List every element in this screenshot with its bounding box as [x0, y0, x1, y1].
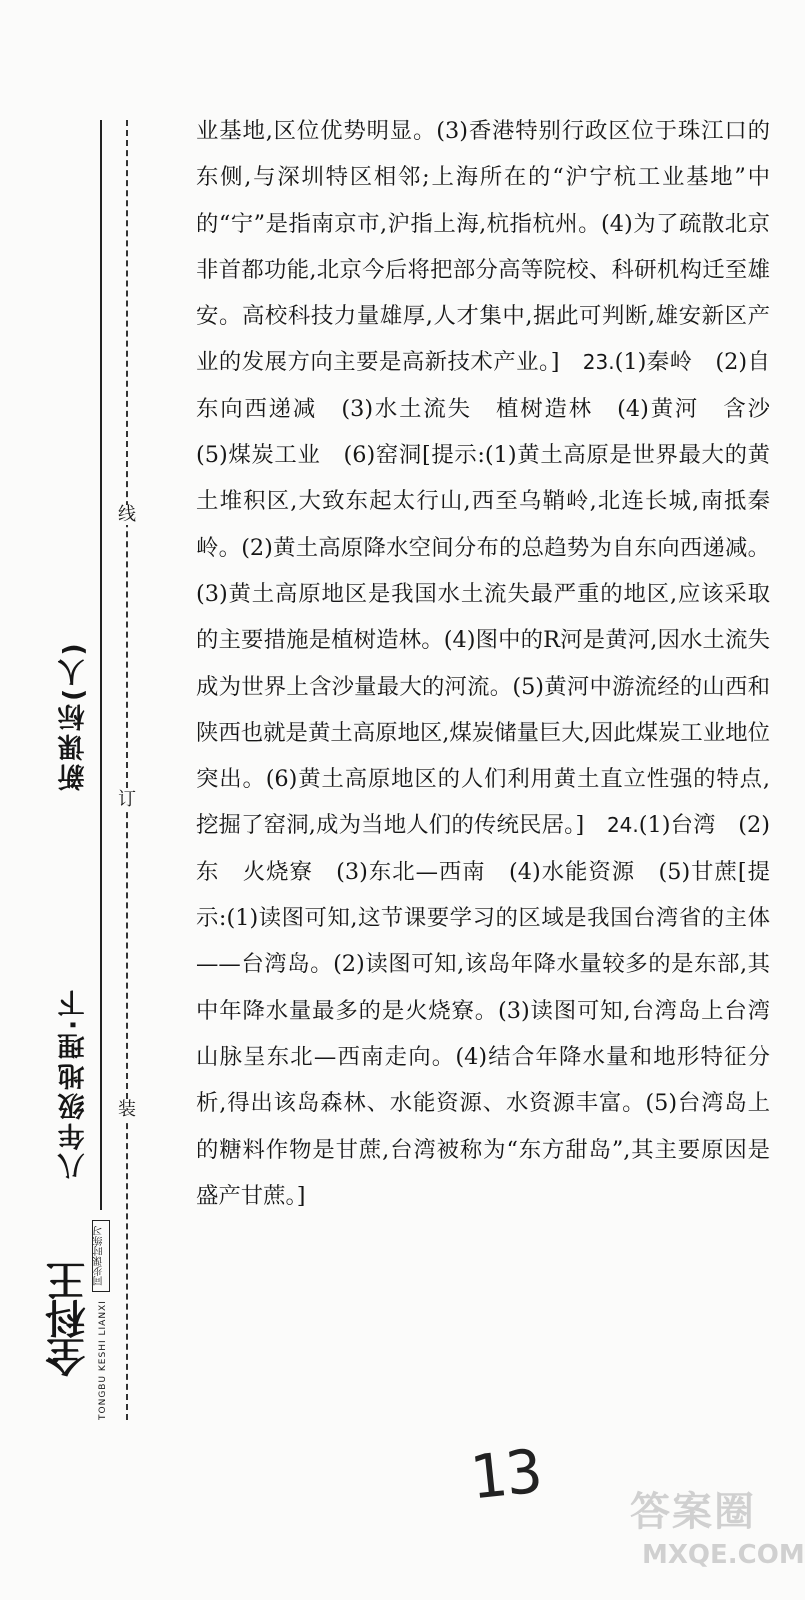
answer-part1: 业基地,区位优势明显。(3)香港特别行政区位于珠江口的东侧,与深圳特区相邻;上海所在的“沪宁杭工业基地”中的“宁”是指南京市,沪指上海,杭指杭州。(4)为了疏散北京非首都功能,北京今后将把部分高等院校、科研机构迁至雄安。高校科技力量雄厚,人才集中,据此可判断,雄安新区产业的发展方向主要是高新技术产业。] [196, 118, 770, 376]
answer-text-block [196, 108, 793, 1219]
watermark-url: MXQE.COM [642, 1540, 805, 1570]
binding-mark-ding: 订 [118, 789, 136, 810]
watermark-chars: 答案圈 [630, 1489, 756, 1535]
answer-paragraph [196, 108, 793, 1219]
handwritten-page-number: 13 [466, 1436, 546, 1514]
binding-mark-xian: 线 [118, 504, 136, 525]
running-header [50, 640, 98, 1180]
answer-24: (1)台湾 (2)东 火烧寮 (3)东北—西南 (4)水能资源 (5)甘蔗[提示:(1)读图可知,这节课要学习的区域是我国台湾省的主体——台湾岛。(2)读图可知,该岛年降水量较多的是东部,其中年降水量最多的是火烧寮。(3)读图可知,台湾岛上台湾山脉呈东北—西南走向。(4)结合年降水量和地形特征分析,得出该岛森林、水能资源、水资源丰富。(5)台湾岛上的糖料作物是甘蔗,台湾被称为“东方甜岛”,其主要原因是盛产甘蔗。] [196, 812, 771, 1209]
brand-name: 全科王 [45, 1263, 92, 1377]
question-number-24: 24. [606, 813, 639, 838]
brand-pinyin: TONGBU KESHI LIANXI [98, 1300, 108, 1420]
grade-subject-label: 八年级地理·下 [58, 986, 90, 1180]
answer-23: (1)秦岭 (2)自东向西递减 (3)水土流失 植树造林 (4)黄河 含沙 (5)煤炭工业 (6)窑洞[提示:(1)黄土高原是世界最大的黄土堆积区,大致东起太行山,西至乌鞘岭,北连长城,南抵秦岭。(2)黄土高原降水空间分布的总趋势为自东向西递减。(3)黄土高原地区是我国水土流失最严重的地区,应该采取的主要措施是植树造林。(4)图中的R河是黄河,因水土流失成为世界上含沙量最大的河流。(5)黄河中游流经的山西和陕西也就是黄土高原地区,煤炭储量巨大,因此煤炭工业地位突出。(6)黄土高原地区的人们利用黄土直立性强的特点,挖掘了窑洞,成为当地人们的传统民居。] [196, 349, 793, 839]
margin-rule [100, 120, 102, 1210]
watermark [630, 1480, 805, 1590]
binding-mark-zhuang: 装 [118, 1099, 136, 1120]
question-number-23: 23. [582, 350, 615, 375]
brand-subtitle-box: 同步课时练习 [92, 1220, 110, 1292]
edition-label: 新课标(人) [58, 640, 90, 791]
brand-logo [36, 1220, 108, 1420]
binding-dashed-line [126, 120, 128, 1420]
